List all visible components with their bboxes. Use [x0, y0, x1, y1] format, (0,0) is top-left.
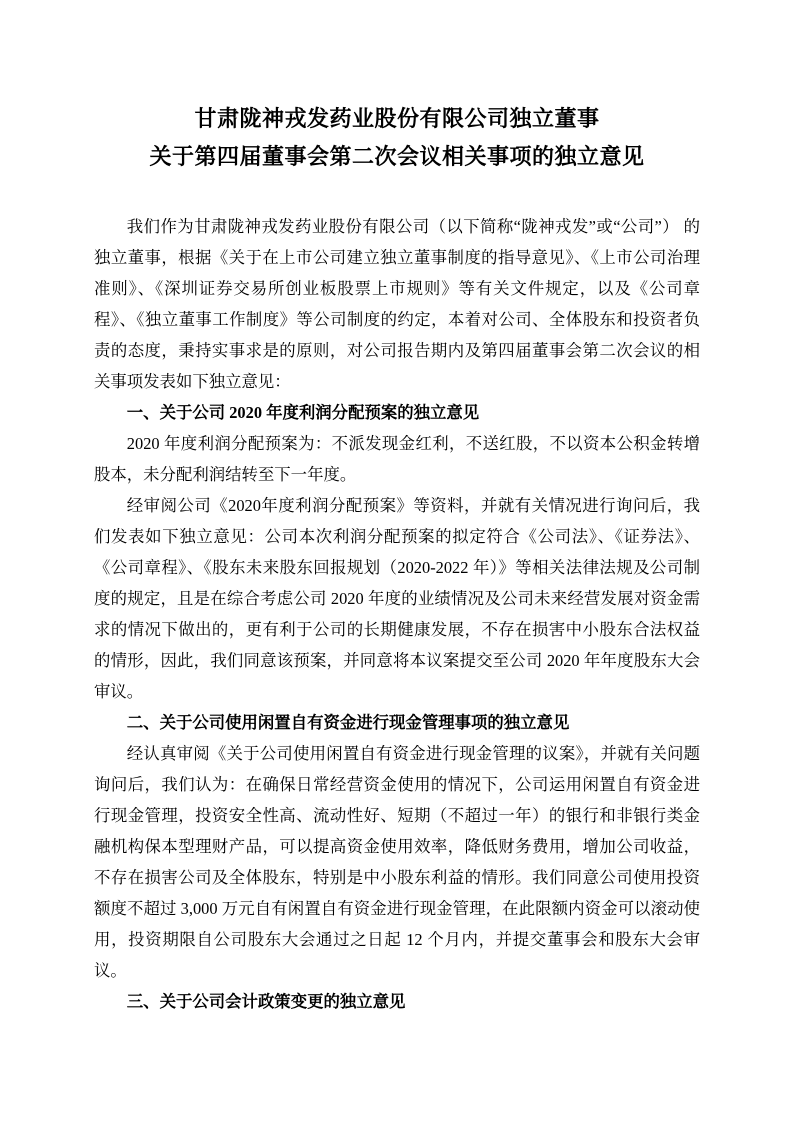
- document-content: [94, 100, 700, 1017]
- section-1-heading: 一、关于公司 2020 年度利润分配预案的独立意见: [126, 403, 480, 422]
- section-1-paragraph-2: 经审阅公司《2020年度利润分配预案》等资料，并就有关情况进行询问后，我们发表如下独立意见：公司本次利润分配预案的拟定符合《公司法》、《证券法》、《公司章程》、《股东未来股东回报规划（2020-2022 年）》等相关法律法规及公司制度的规定，且是在综合考虑公司 2020 年度的业绩情况及公司未来经营发展对资金需求的情况下做出的，更有利于公司的长期健康发展，不存在损害中小股东合法权益的情形，因此，我们同意该预案，并同意将本议案提交至公司 2020 年年度股东大会审议。: [94, 496, 700, 701]
- section-3-heading: 三、关于公司会计政策变更的独立意见: [126, 992, 406, 1011]
- section-2-heading: 二、关于公司使用闲置自有资金进行现金管理事项的独立意见: [126, 713, 570, 732]
- document-title-line-1: 甘肃陇神戎发药业股份有限公司独立董事: [194, 106, 600, 131]
- document-title-line-2: 关于第四届董事会第二次会议相关事项的独立意见: [149, 144, 645, 169]
- section-2-paragraph-1: 经认真审阅《关于公司使用闲置自有资金进行现金管理的议案》，并就有关问题询问后，我们认为：在确保日常经营资金使用的情况下，公司运用闲置自有资金进行现金管理，投资安全性高、流动性好、短期（不超过一年）的银行和非银行类金融机构保本型理财产品，可以提高资金使用效率，降低财务费用，增加公司收益，不存在损害公司及全体股东，特别是中小股东利益的情形。我们同意公司使用投资额度不超过 3,000 万元自有闲置自有资金进行现金管理，在此限额内资金可以滚动使用，投资期限自公司股东大会通过之日起 12 个月内，并提交董事会和股东大会审议。: [94, 744, 700, 980]
- intro-paragraph: 我们作为甘肃陇神戎发药业股份有限公司（以下简称“陇神戎发”或“公司”） 的独立董事，根据《关于在上市公司建立独立董事制度的指导意见》、《上市公司治理准则》、《深圳证券交易所创业板股票上市规则》等有关文件规定，以及《公司章程》、《独立董事工作制度》等公司制度的约定，本着对公司、全体股东和投资者负责的态度，秉持实事求是的原则，对公司报告期内及第四届董事会第二次会议的相关事项发表如下独立意见：: [94, 217, 700, 391]
- section-1-paragraph-1: 2020 年度利润分配预案为：不派发现金红利，不送红股，不以资本公积金转增股本，未分配利润结转至下一年度。: [94, 434, 700, 484]
- document-body: [94, 211, 700, 1017]
